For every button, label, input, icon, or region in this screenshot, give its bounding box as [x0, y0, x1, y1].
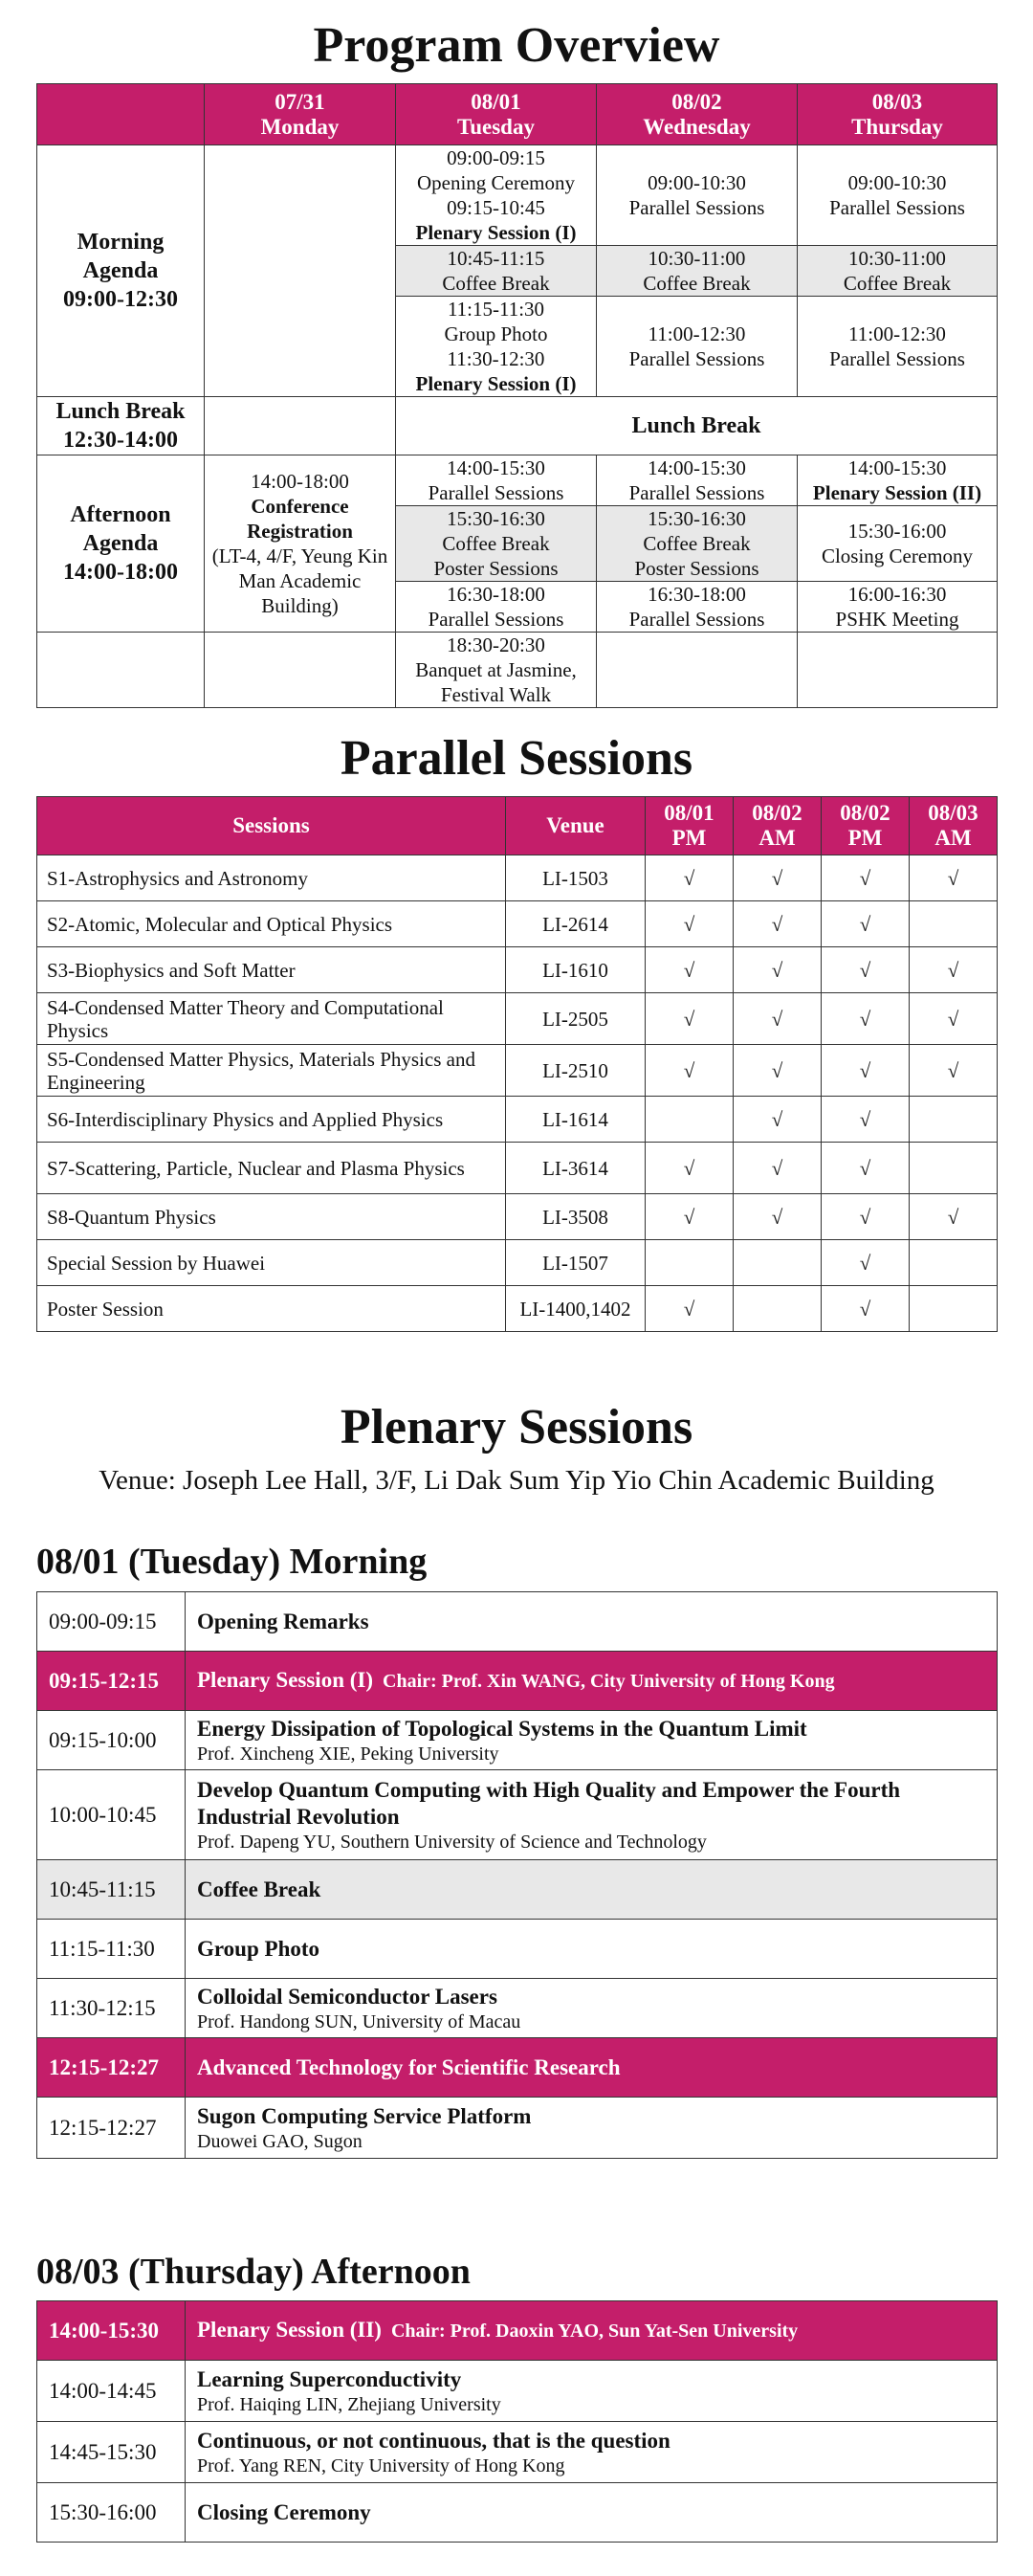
plenary-venue: Venue: Joseph Lee Hall, 3/F, Li Dak Sum Yip Yio Chin Academic Building — [99, 1465, 934, 1496]
tuesday-afternoon-coffee-poster: 15:30-16:30 Coffee Break Poster Sessions — [396, 506, 597, 582]
morning-row-1 — [37, 145, 998, 246]
day1-heading: 08/01 (Tuesday) Morning — [36, 1542, 428, 1582]
session-slot-check: √ — [822, 855, 910, 901]
session-slot-check — [910, 1097, 998, 1143]
session-slot-check: √ — [822, 1045, 910, 1097]
schedule-title: Develop Quantum Computing with High Quality and Empower the Fourth Industrial Revolution — [197, 1777, 901, 1829]
parallel-header-venue: Venue — [506, 797, 646, 855]
schedule-item — [186, 2361, 998, 2422]
session-slot-check: √ — [822, 1286, 910, 1332]
schedule-item — [186, 1652, 998, 1711]
thursday-afternoon-plenary: 14:00-15:30 Plenary Session (II) — [798, 455, 998, 506]
session-slot-check: √ — [646, 1286, 734, 1332]
schedule-row — [37, 2361, 998, 2422]
schedule-time: 09:00-09:15 — [37, 1592, 186, 1652]
thursday-afternoon-closing: 15:30-16:00 Closing Ceremony — [798, 506, 998, 582]
schedule-title: Continuous, or not continuous, that is the question — [197, 2428, 670, 2453]
speaker-name: Prof. Haiqing LIN, Zhejiang University — [197, 2393, 501, 2415]
parallel-session-row — [37, 1240, 998, 1286]
parallel-session-row — [37, 993, 998, 1045]
speaker-name: Prof. Dapeng YU, Southern University of Science and Technology — [197, 1831, 707, 1853]
wednesday-morning-parallel-2: 11:00-12:30 Parallel Sessions — [597, 297, 798, 397]
session-slot-check: √ — [734, 1097, 822, 1143]
session-venue: LI-3614 — [506, 1143, 646, 1194]
schedule-time: 09:15-12:15 — [37, 1652, 186, 1711]
monday-lunch-empty — [205, 397, 396, 455]
session-slot-check: √ — [734, 855, 822, 901]
tuesday-evening-banquet: 18:30-20:30 Banquet at Jasmine, Festival Walk — [396, 633, 597, 708]
session-venue: LI-3508 — [506, 1194, 646, 1240]
lunch-break-label: Lunch Break 12:30-14:00 — [37, 397, 205, 455]
plenary-sessions-title: Plenary Sessions — [340, 1400, 693, 1455]
day2-schedule-table — [36, 2300, 998, 2543]
session-slot-check — [646, 1240, 734, 1286]
session-slot-check: √ — [822, 993, 910, 1045]
schedule-item — [186, 2483, 998, 2543]
session-slot-check — [910, 1143, 998, 1194]
day-header-tuesday: 08/01 Tuesday — [396, 84, 597, 145]
thursday-evening-empty — [798, 633, 998, 708]
monday-registration: 14:00-18:00 Conference Registration (LT-4, 4/F, Yeung Kin Man Academic Building) — [205, 455, 396, 633]
session-slot-check: √ — [646, 855, 734, 901]
schedule-title: Energy Dissipation of Topological Systems in the Quantum Limit — [197, 1716, 807, 1741]
wednesday-afternoon-parallel-1: 14:00-15:30 Parallel Sessions — [597, 455, 798, 506]
schedule-item — [186, 2098, 998, 2159]
session-slot-check — [646, 1097, 734, 1143]
parallel-header-sessions: Sessions — [37, 797, 506, 855]
schedule-row — [37, 2301, 998, 2361]
session-slot-check: √ — [910, 1194, 998, 1240]
monday-evening-empty — [205, 633, 396, 708]
schedule-row — [37, 2038, 998, 2098]
schedule-time: 10:45-11:15 — [37, 1860, 186, 1920]
session-slot-check: √ — [734, 1143, 822, 1194]
parallel-sessions-title: Parallel Sessions — [340, 731, 693, 786]
session-slot-check: √ — [646, 1045, 734, 1097]
parallel-header-slot: 08/02 PM — [822, 797, 910, 855]
session-slot-check: √ — [910, 947, 998, 993]
tuesday-morning-group-photo: 11:15-11:30 Group Photo 11:30-12:30 Plenary Session (I) — [396, 297, 597, 397]
session-name: S3-Biophysics and Soft Matter — [37, 947, 506, 993]
schedule-time: 14:45-15:30 — [37, 2422, 186, 2483]
session-venue: LI-1400,1402 — [506, 1286, 646, 1332]
schedule-item — [186, 2422, 998, 2483]
session-venue: LI-1507 — [506, 1240, 646, 1286]
parallel-sessions-table — [36, 796, 998, 1332]
parallel-session-row — [37, 1143, 998, 1194]
schedule-title: Plenary Session (I) — [197, 1668, 373, 1692]
session-name: Poster Session — [37, 1286, 506, 1332]
evening-label-empty — [37, 633, 205, 708]
schedule-item — [186, 2301, 998, 2361]
session-name: S1-Astrophysics and Astronomy — [37, 855, 506, 901]
session-slot-check: √ — [646, 993, 734, 1045]
session-slot-check — [910, 1240, 998, 1286]
session-name: S7-Scattering, Particle, Nuclear and Plasma Physics — [37, 1143, 506, 1194]
thursday-morning-parallel-1: 09:00-10:30 Parallel Sessions — [798, 145, 998, 246]
monday-morning-empty — [205, 145, 396, 397]
schedule-title: Colloidal Semiconductor Lasers — [197, 1984, 497, 2009]
parallel-session-row — [37, 1045, 998, 1097]
lunch-break-span: Lunch Break — [396, 397, 998, 455]
schedule-item — [186, 1979, 998, 2038]
speaker-name: Prof. Yang REN, City University of Hong Kong — [197, 2454, 565, 2476]
evening-row — [37, 633, 998, 708]
session-name: S5-Condensed Matter Physics, Materials Physics and Engineering — [37, 1045, 506, 1097]
schedule-row — [37, 1860, 998, 1920]
schedule-row — [37, 1652, 998, 1711]
session-slot-check: √ — [910, 855, 998, 901]
wednesday-morning-parallel-1: 09:00-10:30 Parallel Sessions — [597, 145, 798, 246]
day2-heading: 08/03 (Thursday) Afternoon — [36, 2252, 471, 2292]
session-slot-check: √ — [910, 993, 998, 1045]
session-venue: LI-1503 — [506, 855, 646, 901]
schedule-item — [186, 1920, 998, 1979]
session-slot-check: √ — [646, 947, 734, 993]
schedule-title: Sugon Computing Service Platform — [197, 2103, 532, 2128]
schedule-item — [186, 2038, 998, 2098]
schedule-title: Group Photo — [197, 1936, 320, 1961]
session-slot-check: √ — [822, 947, 910, 993]
session-slot-check: √ — [822, 901, 910, 947]
session-slot-check: √ — [646, 901, 734, 947]
tuesday-morning-coffee: 10:45-11:15 Coffee Break — [396, 246, 597, 297]
session-name: S2-Atomic, Molecular and Optical Physics — [37, 901, 506, 947]
schedule-time: 11:30-12:15 — [37, 1979, 186, 2038]
day-header-wednesday: 08/02 Wednesday — [597, 84, 798, 145]
program-overview-title: Program Overview — [313, 18, 720, 73]
parallel-header-slot: 08/02 AM — [734, 797, 822, 855]
parallel-session-row — [37, 1286, 998, 1332]
schedule-title: Learning Superconductivity — [197, 2366, 462, 2391]
session-slot-check: √ — [734, 1194, 822, 1240]
schedule-row — [37, 1770, 998, 1860]
schedule-title: Advanced Technology for Scientific Research — [197, 2054, 621, 2079]
lunch-row — [37, 397, 998, 455]
speaker-name: Prof. Xincheng XIE, Peking University — [197, 1743, 499, 1765]
parallel-sessions-body — [37, 797, 998, 1332]
afternoon-agenda-label: Afternoon Agenda 14:00-18:00 — [37, 455, 205, 633]
schedule-item — [186, 1860, 998, 1920]
parallel-session-row — [37, 947, 998, 993]
session-venue: LI-2510 — [506, 1045, 646, 1097]
session-slot-check: √ — [910, 1045, 998, 1097]
schedule-time: 12:15-12:27 — [37, 2098, 186, 2159]
schedule-item — [186, 1711, 998, 1770]
parallel-header-slot: 08/03 AM — [910, 797, 998, 855]
session-venue: LI-1610 — [506, 947, 646, 993]
schedule-row — [37, 1592, 998, 1652]
tuesday-afternoon-parallel-1: 14:00-15:30 Parallel Sessions — [396, 455, 597, 506]
session-venue: LI-1614 — [506, 1097, 646, 1143]
speaker-name: Duowei GAO, Sugon — [197, 2130, 363, 2152]
schedule-item — [186, 1592, 998, 1652]
parallel-session-row — [37, 855, 998, 901]
wednesday-morning-coffee: 10:30-11:00 Coffee Break — [597, 246, 798, 297]
schedule-time: 11:15-11:30 — [37, 1920, 186, 1979]
day1-schedule-table — [36, 1591, 998, 2159]
session-slot-check: √ — [734, 947, 822, 993]
schedule-title: Plenary Session (II) — [197, 2318, 382, 2342]
session-chair: Chair: Prof. Daoxin YAO, Sun Yat-Sen University — [390, 2321, 799, 2342]
session-slot-check: √ — [646, 1194, 734, 1240]
schedule-row — [37, 2483, 998, 2543]
thursday-morning-coffee: 10:30-11:00 Coffee Break — [798, 246, 998, 297]
schedule-time: 14:00-14:45 — [37, 2361, 186, 2422]
parallel-session-row — [37, 1194, 998, 1240]
parallel-header-slot: 08/01 PM — [646, 797, 734, 855]
session-slot-check — [910, 1286, 998, 1332]
schedule-row — [37, 2422, 998, 2483]
session-slot-check: √ — [822, 1097, 910, 1143]
overview-table — [36, 83, 998, 708]
session-slot-check — [734, 1240, 822, 1286]
wednesday-afternoon-parallel-2: 16:30-18:00 Parallel Sessions — [597, 582, 798, 633]
schedule-item — [186, 1770, 998, 1860]
morning-agenda-label: Morning Agenda 09:00-12:30 — [37, 145, 205, 397]
tuesday-morning-opening: 09:00-09:15 Opening Ceremony 09:15-10:45 Plenary Session (I) — [396, 145, 597, 246]
schedule-row — [37, 2098, 998, 2159]
schedule-time: 10:00-10:45 — [37, 1770, 186, 1860]
session-slot-check — [910, 901, 998, 947]
overview-header-row — [37, 84, 998, 145]
thursday-morning-parallel-2: 11:00-12:30 Parallel Sessions — [798, 297, 998, 397]
afternoon-row-1 — [37, 455, 998, 506]
session-slot-check: √ — [822, 1194, 910, 1240]
overview-corner — [37, 84, 205, 145]
session-name: S6-Interdisciplinary Physics and Applied Physics — [37, 1097, 506, 1143]
wednesday-evening-empty — [597, 633, 798, 708]
schedule-title: Closing Ceremony — [197, 2499, 371, 2524]
schedule-row — [37, 1979, 998, 2038]
parallel-header-row — [37, 797, 998, 855]
session-slot-check: √ — [646, 1143, 734, 1194]
session-name: S4-Condensed Matter Theory and Computational Physics — [37, 993, 506, 1045]
session-slot-check: √ — [734, 901, 822, 947]
speaker-name: Prof. Handong SUN, University of Macau — [197, 2010, 521, 2032]
day-header-monday: 07/31 Monday — [205, 84, 396, 145]
session-slot-check: √ — [734, 1045, 822, 1097]
session-venue: LI-2505 — [506, 993, 646, 1045]
schedule-time: 14:00-15:30 — [37, 2301, 186, 2361]
session-slot-check: √ — [734, 993, 822, 1045]
thursday-afternoon-pshk: 16:00-16:30 PSHK Meeting — [798, 582, 998, 633]
session-name: Special Session by Huawei — [37, 1240, 506, 1286]
schedule-title: Opening Remarks — [197, 1609, 369, 1633]
parallel-session-row — [37, 1097, 998, 1143]
session-name: S8-Quantum Physics — [37, 1194, 506, 1240]
schedule-time: 09:15-10:00 — [37, 1711, 186, 1770]
tuesday-afternoon-parallel-2: 16:30-18:00 Parallel Sessions — [396, 582, 597, 633]
parallel-session-row — [37, 901, 998, 947]
wednesday-afternoon-coffee-poster: 15:30-16:30 Coffee Break Poster Sessions — [597, 506, 798, 582]
day-header-thursday: 08/03 Thursday — [798, 84, 998, 145]
session-slot-check: √ — [822, 1240, 910, 1286]
schedule-title: Coffee Break — [197, 1876, 321, 1901]
schedule-time: 12:15-12:27 — [37, 2038, 186, 2098]
session-slot-check: √ — [822, 1143, 910, 1194]
schedule-row — [37, 1711, 998, 1770]
session-slot-check — [734, 1286, 822, 1332]
schedule-row — [37, 1920, 998, 1979]
session-venue: LI-2614 — [506, 901, 646, 947]
schedule-time: 15:30-16:00 — [37, 2483, 186, 2543]
session-chair: Chair: Prof. Xin WANG, City University of Hong Kong — [383, 1671, 835, 1692]
